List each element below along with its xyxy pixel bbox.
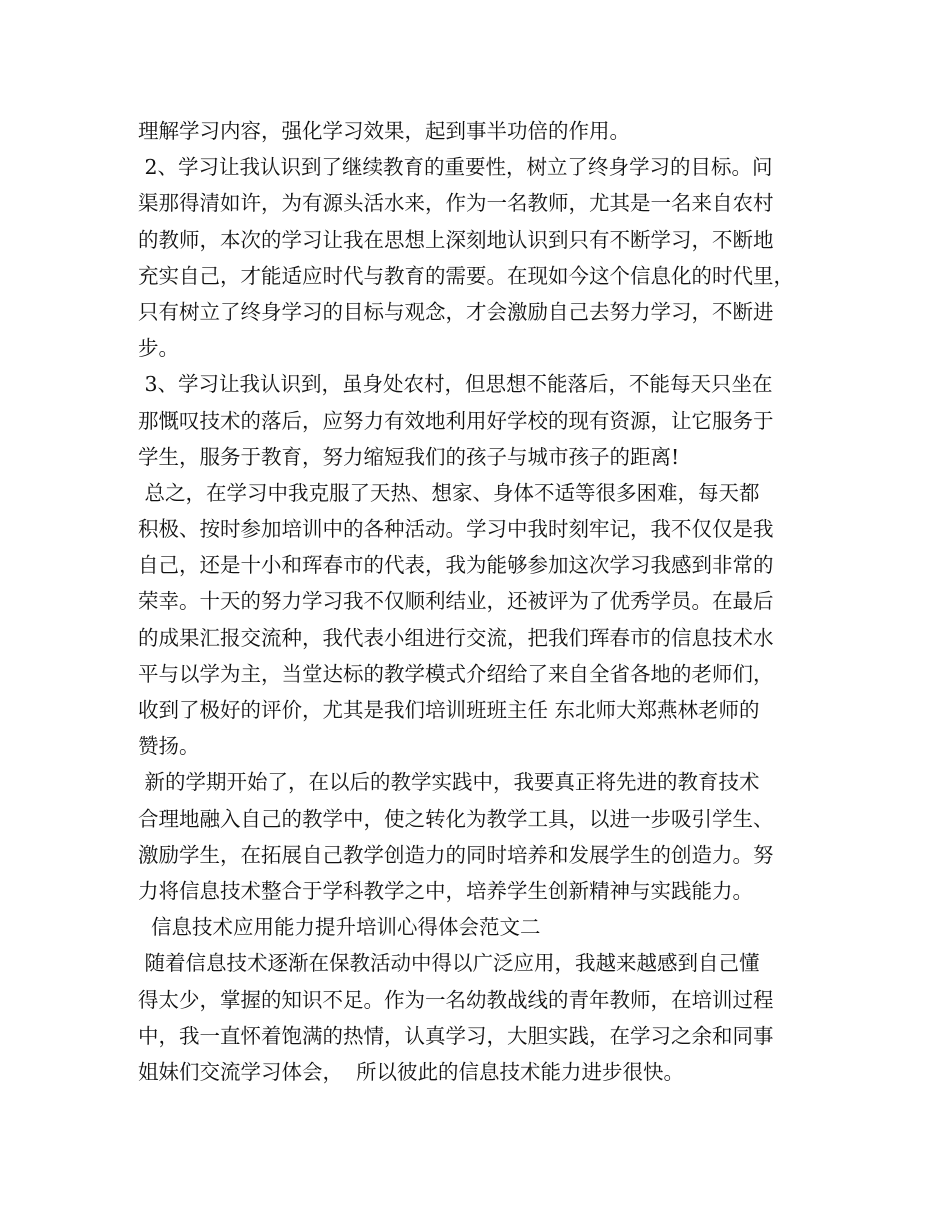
text-line: 的教师，本次的学习让我在思想上深刻地认识到只有不断学习，不断地 (138, 227, 774, 252)
text-line: 渠那得清如许，为有源头活水来，作为一名教师，尤其是一名来自农村 (138, 191, 774, 216)
text-line: 新的学期开始了，在以后的教学实践中，我要真正将先进的教育技术 (138, 770, 760, 795)
text-line: 随着信息技术逐渐在保教活动中得以广泛应用，我越来越感到自己懂 (138, 951, 760, 976)
text-line: 姐妹们交流学习体会， 所以彼此的信息技术能力进步很快。 (138, 1059, 685, 1084)
text-line: 自己，还是十小和珲春市的代表，我为能够参加这次学习我感到非常的 (138, 553, 774, 578)
text-line: 收到了极好的评价，尤其是我们培训班班主任 东北师大郑燕林老师的 (138, 698, 760, 722)
text-line: 步。 (138, 336, 179, 361)
text-line: 荣幸。十天的努力学习我不仅顺利结业，还被评为了优秀学员。在最后 (138, 589, 774, 614)
text-line: 赞扬。 (138, 734, 200, 759)
section-heading: 信息技术应用能力提升培训心得体会范文二 (138, 915, 541, 940)
text-line: 理解学习内容，强化学习效果，起到事半功倍的作用。 (138, 119, 630, 143)
text-line: 那慨叹技术的落后，应努力有效地利用好学校的现有资源，让它服务于 (138, 408, 774, 433)
document-body-text (138, 113, 828, 1090)
text-line: 平与以学为主，当堂达标的教学模式介绍给了来自全省各地的老师们， (138, 661, 774, 686)
text-line: 力将信息技术整合于学科教学之中，培养学生创新精神与实践能力。 (138, 878, 753, 903)
text-line: 激励学生，在拓展自己教学创造力的同时培养和发展学生的创造力。努 (138, 842, 774, 867)
text-line: 总之，在学习中我克服了天热、想家、身体不适等很多困难，每天都 (138, 480, 760, 505)
text-line: 3、学习让我认识到，虽身处农村，但思想不能落后，不能每天只坐在 (138, 372, 773, 397)
text-line: 2、学习让我认识到了继续教育的重要性，树立了终身学习的目标。问 (138, 155, 773, 180)
text-line: 学生，服务于教育，努力缩短我们的孩子与城市孩子的距离! (138, 444, 680, 469)
text-line: 中，我一直怀着饱满的热情，认真学习，大胆实践，在学习之余和同事 (138, 1023, 774, 1048)
text-line: 合理地融入自己的教学中，使之转化为教学工具，以进一步吸引学生、 (138, 806, 774, 831)
text-line: 积极、按时参加培训中的各种活动。学习中我时刻牢记，我不仅仅是我 (138, 517, 774, 542)
text-line: 充实自己，才能适应时代与教育的需要。在现如今这个信息化的时代里， (138, 263, 794, 288)
text-line: 只有树立了终身学习的目标与观念，才会激励自己去努力学习，不断进 (138, 299, 774, 324)
text-line: 得太少，掌握的知识不足。作为一名幼教战线的青年教师，在培训过程 (138, 987, 774, 1012)
text-line: 的成果汇报交流种，我代表小组进行交流，把我们珲春市的信息技术水 (138, 625, 774, 650)
